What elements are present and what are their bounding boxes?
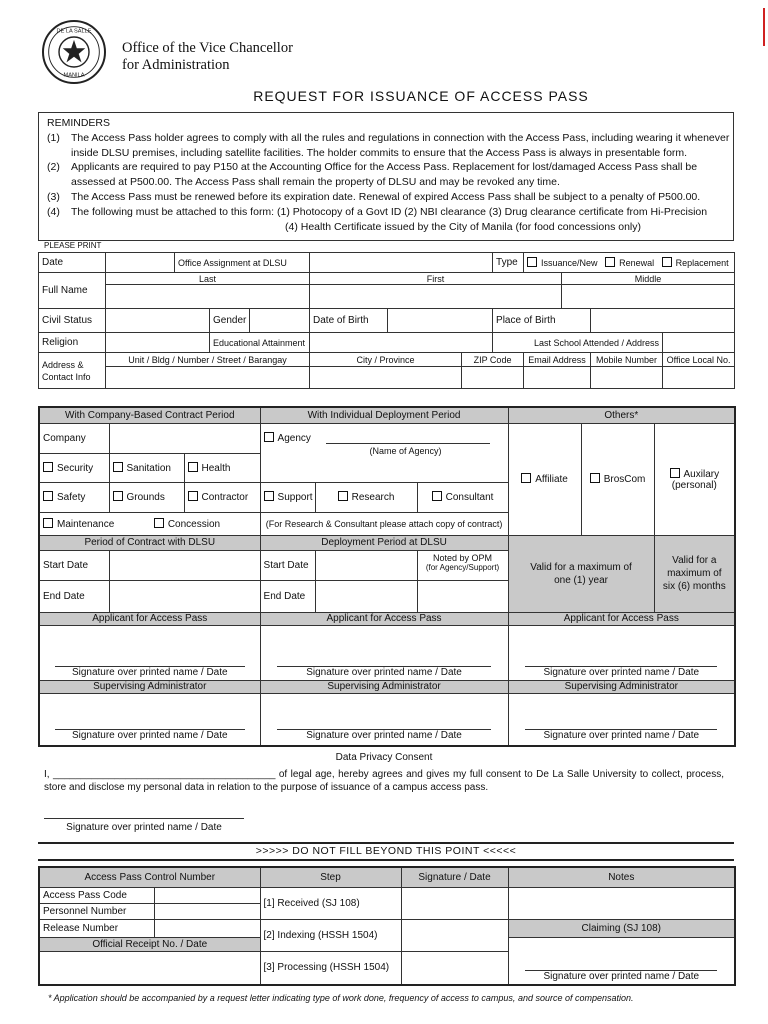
do-not-fill-banner: >>>>> DO NOT FILL BEYOND THIS POINT <<<<< — [255, 845, 517, 857]
personnel-number-field[interactable] — [154, 903, 260, 919]
applicant-signature-1[interactable] — [39, 625, 260, 680]
deployment-end-date-label: End Date — [260, 580, 315, 612]
contact-info-label: Contact Info — [42, 371, 91, 382]
affiliate-cell[interactable] — [508, 423, 581, 535]
applicant-header-2: Applicant for Access Pass — [260, 612, 508, 625]
svg-text:MANILA: MANILA — [63, 72, 85, 79]
step-header: Step — [260, 867, 401, 887]
deployment-start-date-label: Start Date — [260, 550, 315, 580]
valid-one-year-line2: one (1) year — [554, 574, 608, 586]
education-label: Educational Attainment — [210, 333, 310, 353]
checkbox-icon — [432, 491, 442, 501]
dlsu-seal-logo — [42, 20, 106, 84]
step-1-label: [1] Received (SJ 108) — [260, 887, 401, 919]
claiming-header: Claiming (SJ 108) — [508, 919, 735, 937]
gender-field[interactable] — [250, 309, 310, 333]
type-option-label: Issuance/New — [541, 258, 598, 268]
checkbox-icon — [521, 473, 531, 483]
dob-label: Date of Birth — [310, 309, 388, 333]
date-label: Date — [39, 253, 106, 273]
office-assignment-field[interactable] — [310, 253, 493, 273]
checkbox-icon — [605, 257, 615, 267]
agency-name-line[interactable] — [326, 443, 490, 444]
applicant-header-1: Applicant for Access Pass — [39, 612, 260, 625]
last-school-field[interactable] — [663, 333, 735, 353]
addr-zip-label: ZIP Code — [462, 353, 524, 367]
reminder-num: (4) — [47, 205, 60, 218]
valid-six-line2: maximum of — [667, 568, 722, 579]
reminder-text: assessed at P500.00. The Access Pass shall remain the property of DLSU and may be revoked any time. — [71, 176, 560, 189]
checkbox-icon — [113, 462, 123, 472]
agency-cell — [260, 423, 508, 482]
personal-info-table — [38, 252, 735, 389]
official-receipt-label: Official Receipt No. / Date — [39, 937, 260, 951]
reminders-heading: REMINDERS — [47, 117, 111, 129]
noted-opm-field[interactable] — [417, 580, 508, 612]
checkbox-issuance[interactable] — [527, 258, 598, 268]
period-contract-header: Period of Contract with DLSU — [39, 535, 260, 550]
addr-city-label: City / Province — [310, 353, 462, 367]
maintenance-label: Maintenance — [57, 518, 115, 530]
health-label: Health — [201, 462, 231, 474]
checkbox-icon — [43, 518, 53, 528]
reminder-text: The Access Pass holder agrees to comply with all the rules and regulations in connection with the Access Pass, including wearing it whenever — [71, 131, 730, 144]
control-number-header: Access Pass Control Number — [39, 867, 260, 887]
education-field[interactable] — [310, 333, 493, 353]
sig-date-header: Signature / Date — [401, 867, 508, 887]
checkbox-support[interactable] — [260, 482, 315, 512]
form-title: REQUEST FOR ISSUANCE OF ACCESS PASS — [253, 88, 589, 104]
auxiliary-label: Auxilary — [683, 468, 720, 480]
signature-label: Signature over printed name / Date — [306, 730, 462, 741]
addr-unit-label: Unit / Bldg / Number / Street / Barangay — [106, 353, 310, 367]
access-pass-code-label: Access Pass Code — [39, 887, 154, 903]
full-name-label: Full Name — [39, 273, 106, 309]
religion-label: Religion — [39, 333, 106, 353]
pob-label: Place of Birth — [493, 309, 591, 333]
addr-unit-field[interactable] — [106, 367, 310, 389]
contract-start-date-field[interactable] — [109, 550, 260, 580]
date-field[interactable] — [106, 253, 175, 273]
addr-mobile-label: Mobile Number — [591, 353, 663, 367]
red-margin-mark — [763, 8, 765, 46]
supervising-header-1: Supervising Administrator — [39, 680, 260, 693]
checkbox-agency[interactable] — [264, 433, 311, 444]
checkbox-sanitation[interactable] — [109, 453, 184, 482]
reminder-num: (1) — [47, 131, 60, 144]
deployment-end-date-field[interactable] — [315, 580, 417, 612]
reminder-text: inside DLSU premises, including satellite facilities. The holder commits to ensure that the Access Pass is always in presentable form. — [71, 146, 688, 159]
addr-mobile-field[interactable] — [591, 367, 663, 389]
signature-label: Signature over printed name / Date — [543, 730, 700, 741]
checkbox-icon — [670, 468, 680, 478]
contract-start-date-label: Start Date — [39, 550, 109, 580]
religion-field[interactable] — [106, 333, 210, 353]
office-name — [122, 40, 293, 74]
research-label: Research — [351, 492, 395, 503]
notes-header: Notes — [508, 867, 735, 887]
address-contact-label — [39, 353, 106, 389]
grounds-label: Grounds — [126, 492, 165, 503]
signature-label: Signature over printed name / Date — [543, 666, 700, 678]
valid-one-year-line1: Valid for a maximum of — [530, 561, 632, 573]
valid-six-months-cell — [654, 535, 735, 612]
supervising-header-3: Supervising Administrator — [508, 680, 735, 693]
privacy-signature-label: Signature over printed name / Date — [66, 822, 222, 833]
reminder-text: (4) Health Certificate issued by the City of Manila (for food concessions only) — [285, 220, 641, 233]
checkbox-security[interactable] — [39, 453, 109, 482]
step-3-signature[interactable] — [401, 951, 508, 985]
checkbox-icon — [264, 432, 274, 442]
broscom-label: BrosCom — [603, 474, 646, 485]
control-table — [38, 866, 736, 986]
addr-email-field[interactable] — [524, 367, 591, 389]
safety-label: Safety — [57, 492, 86, 503]
security-label: Security — [57, 462, 94, 474]
consultant-label: Consultant — [445, 492, 494, 503]
research-note: (For Research & Consultant please attach copy of contract) — [260, 512, 508, 535]
signature-label: Signature over printed name / Date — [71, 730, 228, 741]
last-name-label: Last — [106, 273, 310, 285]
step-2-signature[interactable] — [401, 919, 508, 951]
official-receipt-field[interactable] — [39, 951, 260, 985]
deployment-period-header: Deployment Period at DLSU — [260, 535, 508, 550]
checkbox-concession[interactable] — [154, 519, 220, 530]
individual-header: With Individual Deployment Period — [260, 407, 508, 423]
others-header: Others* — [508, 407, 735, 423]
addr-local-label: Office Local No. — [663, 353, 735, 367]
divider — [38, 859, 734, 861]
type-option-label: Renewal — [619, 258, 655, 268]
type-label: Type — [493, 253, 524, 273]
civil-status-label: Civil Status — [39, 309, 106, 333]
gender-label: Gender — [210, 309, 250, 333]
middle-name-field[interactable] — [562, 285, 735, 309]
release-number-field[interactable] — [154, 919, 260, 937]
noted-opm-line2: (for Agency/Support) — [425, 562, 500, 572]
checkbox-grounds[interactable] — [109, 482, 184, 512]
checkbox-icon — [43, 491, 53, 501]
personnel-number-label: Personnel Number — [39, 903, 154, 919]
privacy-text: I, ________________________________________ of legal age, hereby agrees and gives my full consent to De La Salle University to collect, process, store and disclose my personal data in relation to the purpose of issuance of a campus access pass. — [44, 769, 724, 793]
checkbox-icon — [154, 518, 164, 528]
valid-six-line3: six (6) months — [662, 581, 726, 592]
first-name-label: First — [310, 273, 562, 285]
valid-one-year-cell — [508, 535, 654, 612]
please-print-label: PLEASE PRINT — [44, 241, 102, 250]
category-table — [38, 406, 736, 747]
supervising-signature-1[interactable] — [39, 693, 260, 746]
first-name-field[interactable] — [310, 285, 562, 309]
civil-status-field[interactable] — [106, 309, 210, 333]
middle-name-label: Middle — [562, 273, 735, 285]
checkbox-icon — [188, 462, 198, 472]
reminder-num: (2) — [47, 161, 60, 174]
checkbox-icon — [43, 462, 53, 472]
privacy-signature-line[interactable] — [44, 818, 244, 819]
company-based-header: With Company-Based Contract Period — [39, 407, 260, 423]
reminder-num: (3) — [47, 190, 60, 203]
broscom-cell[interactable] — [581, 423, 654, 535]
addr-local-field[interactable] — [663, 367, 735, 389]
signature-label: Signature over printed name / Date — [543, 971, 700, 982]
signature-label: Signature over printed name / Date — [71, 666, 228, 678]
contract-end-date-field[interactable] — [109, 580, 260, 612]
access-pass-code-field[interactable] — [154, 887, 260, 903]
auxiliary-sub-label: (personal) — [671, 479, 717, 491]
office-assignment-label: Office Assignment at DLSU — [175, 253, 310, 273]
checkbox-icon — [338, 491, 348, 501]
supervising-header-2: Supervising Administrator — [260, 680, 508, 693]
addr-email-label: Email Address — [524, 353, 591, 367]
step-3-label: [3] Processing (HSSH 1504) — [260, 951, 401, 985]
contract-end-date-label: End Date — [39, 580, 109, 612]
affiliate-label: Affiliate — [535, 474, 568, 485]
checkbox-consultant[interactable] — [417, 482, 508, 512]
footnote: * Application should be accompanied by a request letter indicating type of work done, frequency of access to campus, and source of compensation. — [48, 993, 634, 1003]
checkbox-icon — [662, 257, 672, 267]
last-school-label: Last School Attended / Address — [493, 333, 663, 353]
checkbox-renewal[interactable] — [605, 258, 654, 268]
checkbox-icon — [527, 257, 537, 267]
address-label: Address & — [42, 359, 84, 370]
type-option-label: Replacement — [675, 258, 729, 268]
noted-opm-line1: Noted by OPM — [433, 552, 493, 563]
step-1-signature[interactable] — [401, 887, 508, 919]
checkbox-replacement[interactable] — [662, 258, 729, 268]
valid-six-line1: Valid for a — [672, 555, 717, 566]
maintenance-concession-cell — [39, 512, 260, 535]
addr-zip-field[interactable] — [462, 367, 524, 389]
sanitation-label: Sanitation — [126, 462, 171, 474]
claiming-signature[interactable] — [508, 937, 735, 985]
notes-field[interactable] — [508, 887, 735, 919]
checkbox-maintenance[interactable] — [43, 519, 114, 530]
checkbox-icon — [264, 491, 274, 501]
applicant-header-3: Applicant for Access Pass — [508, 612, 735, 625]
office-line-1: Office of the Vice Chancellor — [122, 40, 293, 56]
applicant-signature-2[interactable] — [260, 625, 508, 680]
type-options — [524, 253, 735, 273]
checkbox-research[interactable] — [315, 482, 417, 512]
deployment-start-date-field[interactable] — [315, 550, 417, 580]
name-of-agency-label: (Name of Agency) — [369, 445, 442, 456]
checkbox-icon — [188, 491, 198, 501]
auxiliary-cell[interactable] — [654, 423, 735, 535]
company-label: Company — [39, 423, 109, 453]
step-2-label: [2] Indexing (HSSH 1504) — [260, 919, 401, 951]
checkbox-contractor[interactable] — [184, 482, 260, 512]
office-line-2: for Administration — [122, 57, 230, 73]
last-name-field[interactable] — [106, 285, 310, 309]
checkbox-safety[interactable] — [39, 482, 109, 512]
pob-field[interactable] — [591, 309, 735, 333]
addr-city-field[interactable] — [310, 367, 462, 389]
company-field[interactable] — [109, 423, 260, 453]
privacy-heading: Data Privacy Consent — [335, 752, 433, 763]
support-label: Support — [277, 492, 313, 503]
reminder-text: The Access Pass must be renewed before its expiration date. Renewal of expired Access Pass shall be subject to a penalty of P500.00. — [71, 190, 701, 203]
concession-label: Concession — [167, 518, 221, 530]
supervising-signature-2[interactable] — [260, 693, 508, 746]
checkbox-health[interactable] — [184, 453, 260, 482]
reminder-text: The following must be attached to this form: (1) Photocopy of a Govt ID (2) NBI clearance (3) Drug clearance certificate from Hi-Precision — [71, 205, 708, 218]
reminder-text: Applicants are required to pay P150 at the Accounting Office for the Access Pass. Replacement for lost/damaged Access Pass shall be — [71, 161, 698, 174]
divider — [38, 842, 734, 844]
reminders-box — [38, 112, 734, 241]
signature-label: Signature over printed name / Date — [306, 666, 462, 678]
svg-text:DE LA SALLE: DE LA SALLE — [56, 28, 92, 35]
supervising-signature-3[interactable] — [508, 693, 735, 746]
checkbox-icon — [590, 473, 600, 483]
noted-opm-label — [417, 550, 508, 580]
release-number-label: Release Number — [39, 919, 154, 937]
agency-label: Agency — [277, 432, 311, 444]
dob-field[interactable] — [388, 309, 493, 333]
applicant-signature-3[interactable] — [508, 625, 735, 680]
contractor-label: Contractor — [201, 492, 249, 503]
checkbox-icon — [113, 491, 123, 501]
